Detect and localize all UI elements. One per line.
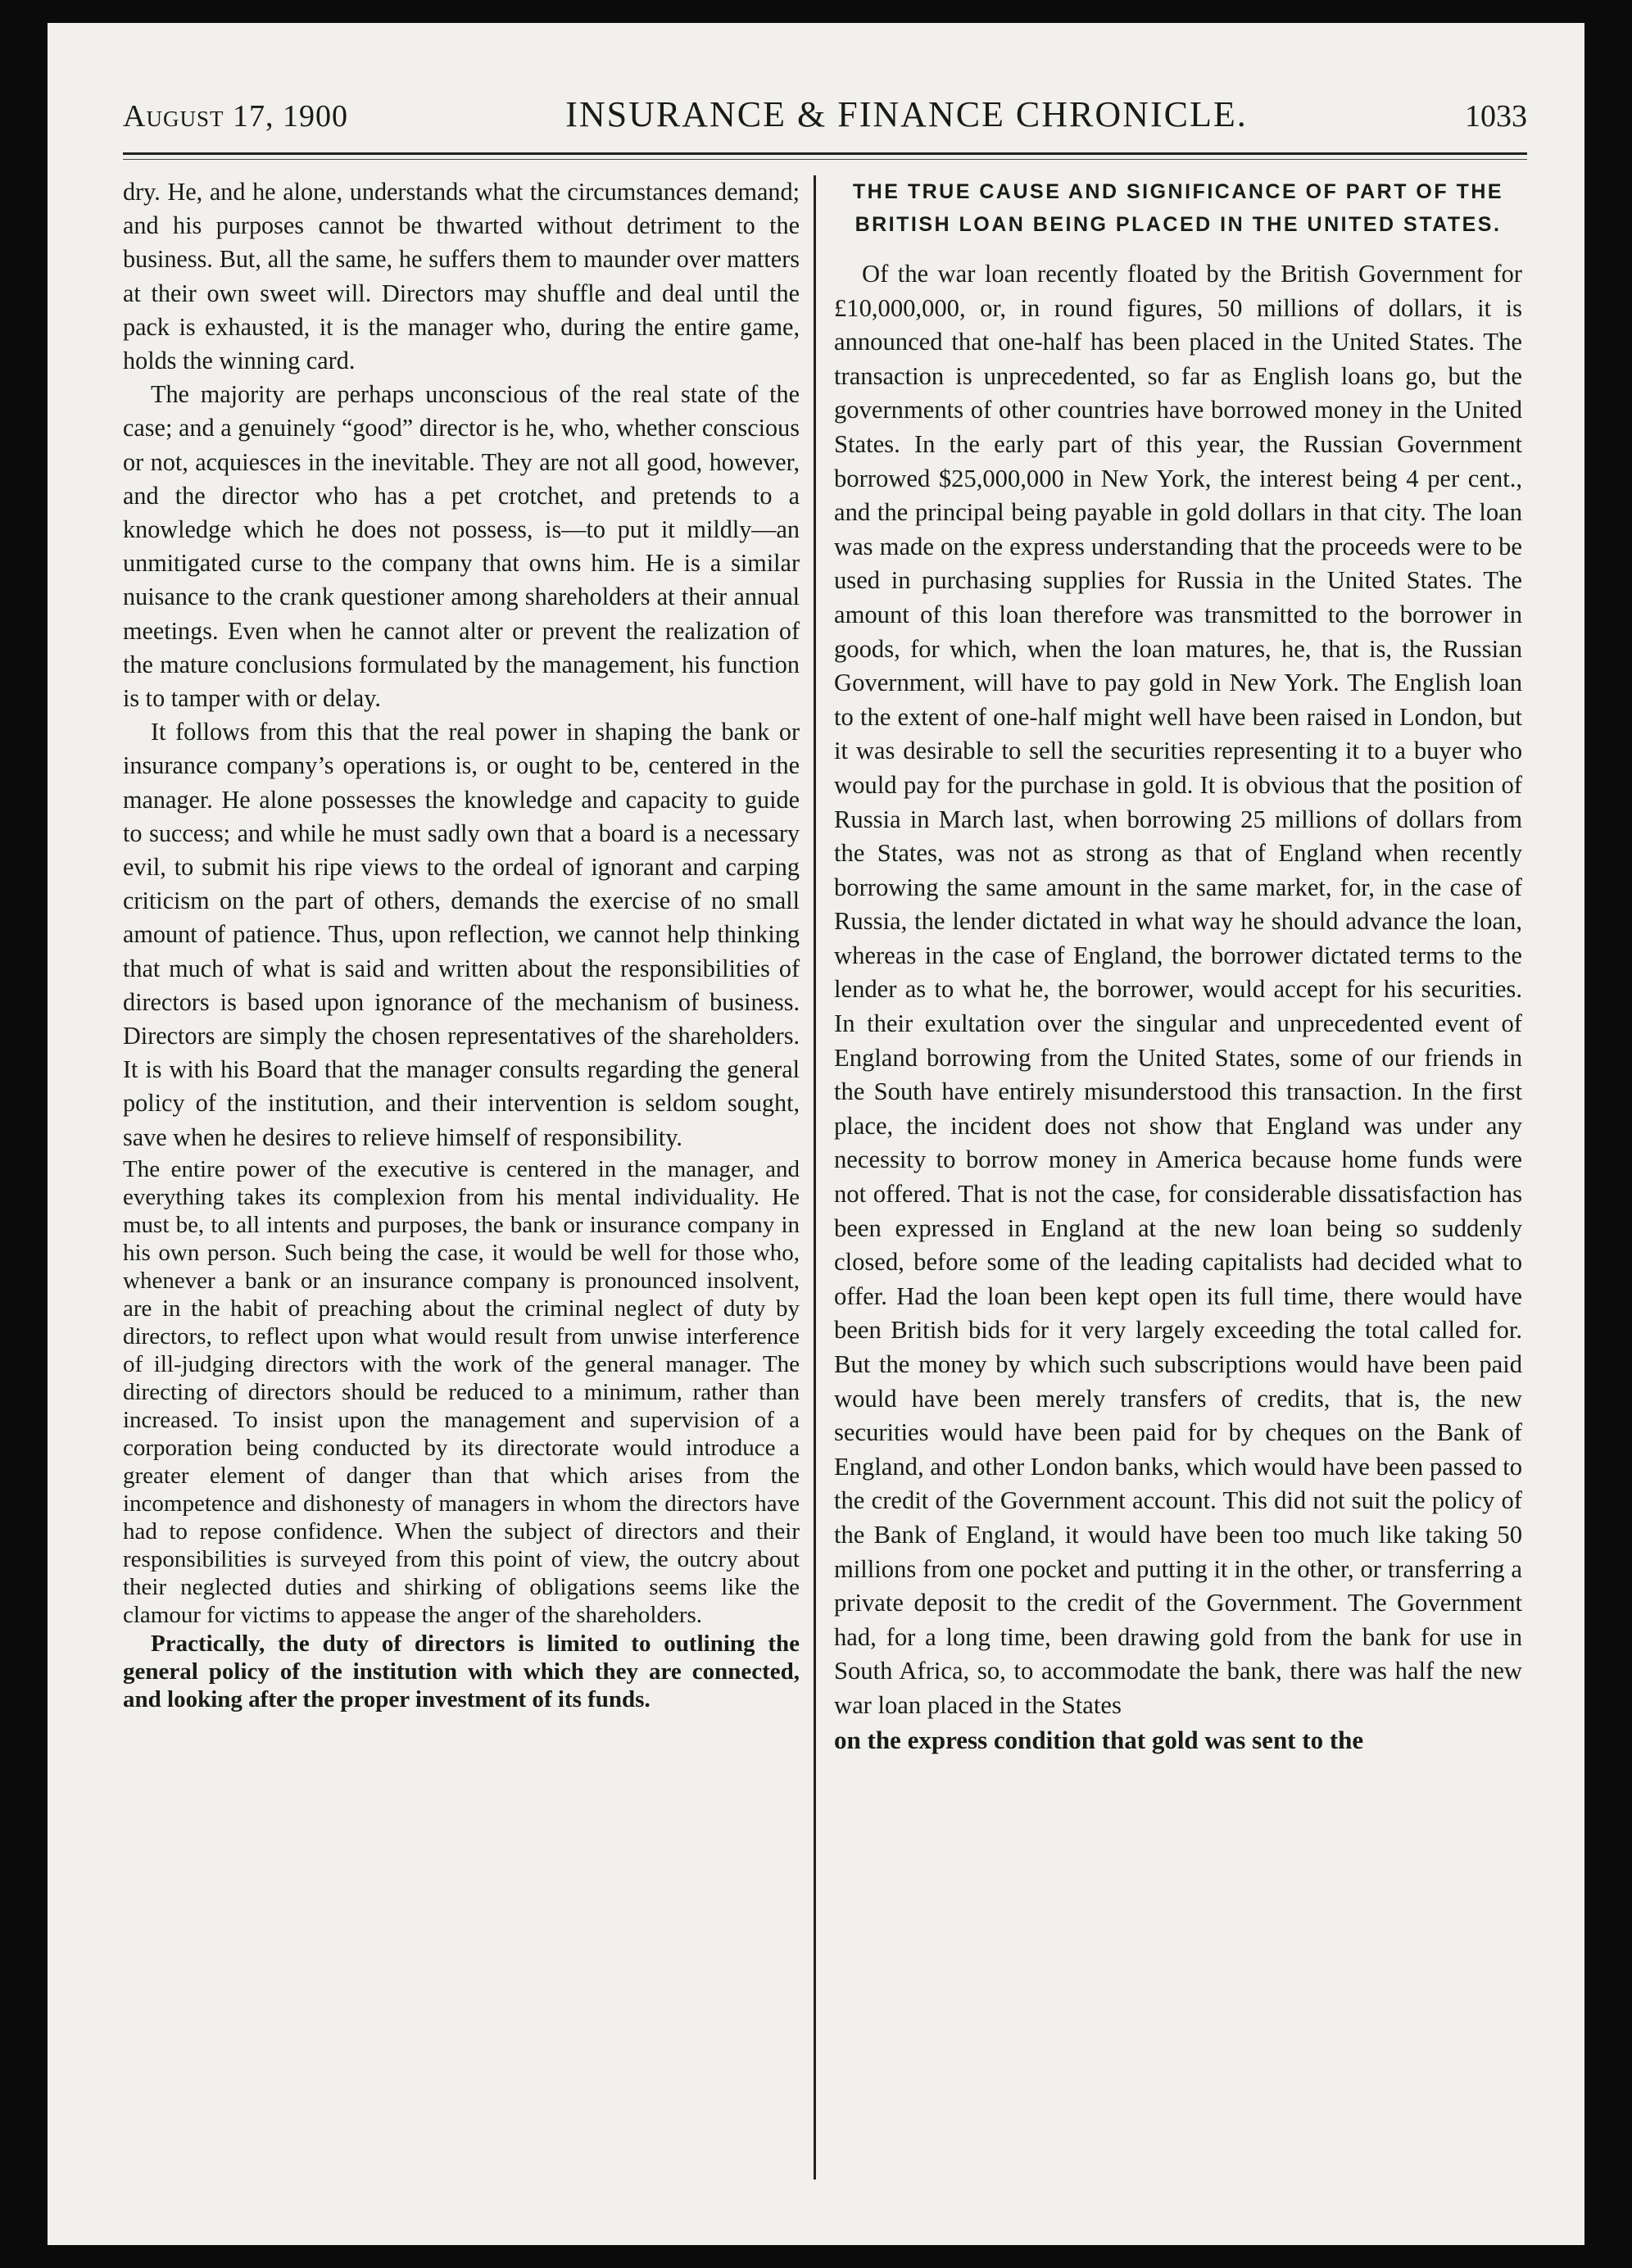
paragraph: The entire power of the executive is centered in the manager, and everything takes its complexion from his mental individuality. He must be, to all intents and purposes, the bank or insurance company in his own person. Such being the case, it would be well for those who, whenever a bank or an insurance company is pronounced insolvent, are in the habit of preaching about the criminal neglect of duty by directors, to reflect upon what would result from unwise interference of ill-judging directors with the work of the general manager. The directing of directors should be reduced to a minimum, rather than increased. To insist upon the management and supervision of a corporation being conducted by its directorate would introduce a greater element of danger than that which arises from the incompetence and dishonesty of managers in whom the directors have had to repose confidence. When the subject of directors and their responsibilities is surveyed from this point of view, the outcry about their neglected duties and shirking of obligations seems like the clamour for victims to appease the anger of the shareholders. xyxy=(123,1155,800,1628)
page-header xyxy=(123,93,1527,147)
publication-title: INSURANCE & FINANCE CHRONICLE. xyxy=(565,94,1248,134)
header-rule-thin xyxy=(123,159,1527,160)
article-title: THE TRUE CAUSE AND SIGNIFICANCE OF PART OF THE BRITISH LOAN BEING PLACED IN THE UNITED STATES. xyxy=(852,180,1504,236)
paragraph: Of the war loan recently floated by the British Government for £10,000,000, or, in round figures, 50 millions of dollars, it is announced that one-half has been placed in the United States. The transaction is unprecedented, so far as English loans go, but the governments of other countries have borrowed money in the United States. In the early part of this year, the Russian Government borrowed $25,000,000 in New York, the interest being 4 per cent., and the principal being payable in gold dollars in that city. The loan was made on the express understanding that the proceeds were to be used in purchasing supplies for Russia in the United States. The amount of this loan therefore was transmitted to the borrower in goods, for which, when the loan matures, he, that is, the Russian Government, will have to pay gold in New York. The English loan to the extent of one-half might well have been raised in London, but it was desirable to sell the securities representing it to a buyer who would pay for the purchase in gold. It is obvious that the position of Russia in March last, when borrowing 25 millions of dollars from the States, was not as strong as that of England when recently borrowing the same amount in the same market, for, in the case of Russia, the lender dictated in what way he should advance the loan, whereas in the case of England, the borrower dictated terms to the lender as to what he, the borrower, would accept for his securities. In their exultation over the singular and unprecedented event of England borrowing from the United States, some of our friends in the South have entirely misunderstood this transaction. In the first place, the incident does not show that England was under any necessity to borrow money in America because home funds were not offered. That is not the case, for considerable dissatisfaction has been expressed in England at the new loan being so suddenly closed, before some of the leading capitalists had decided what to offer. Had the loan been kept open its full time, there would have been British bids for it very largely exceeding the total called for. But the money by which such subscriptions would have been paid would have been merely transfers of credits, that is, the new securities would have been paid for by cheques on the Bank of England, and other London banks, which would have been passed to the credit of the Government account. This did not suit the policy of the Bank of England, it would have been too much like taking 50 millions from one pocket and putting it in the other, or transferring a private deposit to the credit of the Government. The Government had, for a long time, been drawing gold from the bank for use in South Africa, so, to accommodate the bank, there was half the new war loan placed in the States xyxy=(834,260,1522,1719)
page-number: 1033 xyxy=(1465,99,1527,134)
paragraph: The majority are perhaps unconscious of the real state of the case; and a genuinely “good” director is he, who, whether conscious or not, acquiesces in the inevitable. They are not all good, however, and the director who has a pet crotchet, and pretends to a knowledge which he does not possess, is—to put it mildly—an unmitigated curse to the company that owns him. He is a similar nuisance to the crank questioner among shareholders at their annual meetings. Even when he cannot alter or prevent the realization of the mature conclusions formulated by the management, his function is to tamper with or delay. xyxy=(123,380,800,713)
column-divider xyxy=(814,175,816,2180)
issue-date: August 17, 1900 xyxy=(123,99,348,134)
paragraph: on the express condition that gold was sent to the xyxy=(834,1725,1364,1754)
right-column xyxy=(834,175,1522,2212)
paragraph: Practically, the duty of directors is limited to outlining the general policy of the institution with which they are connected, and looking after the proper investment of its funds. xyxy=(123,1630,800,1712)
paragraph: dry. He, and he alone, understands what the circumstances demand; and his purposes cannot be thwarted without detriment to the business. But, all the same, he suffers them to maunder over matters at their own sweet will. Directors may shuffle and deal until the pack is exhausted, it is the manager who, during the entire game, holds the winning card. xyxy=(123,178,800,375)
left-column xyxy=(123,175,800,2212)
newspaper-page xyxy=(48,23,1584,2245)
paragraph: It follows from this that the real power in shaping the bank or insurance company’s operations is, or ought to be, centered in the manager. He alone possesses the knowledge and capacity to guide to success; and while he must sadly own that a board is a necessary evil, to submit his ripe views to the ordeal of ignorant and carping criticism on the part of others, demands the exercise of no small amount of patience. Thus, upon reflection, we cannot help thinking that much of what is said and written about the responsibilities of directors is based upon ignorance of the mechanism of business. Directors are simply the chosen representatives of the shareholders. It is with his Board that the manager consults regarding the general policy of the institution, and their intervention is seldom sought, save when he desires to relieve himself of responsibility. xyxy=(123,718,800,1151)
header-rule xyxy=(123,152,1527,155)
